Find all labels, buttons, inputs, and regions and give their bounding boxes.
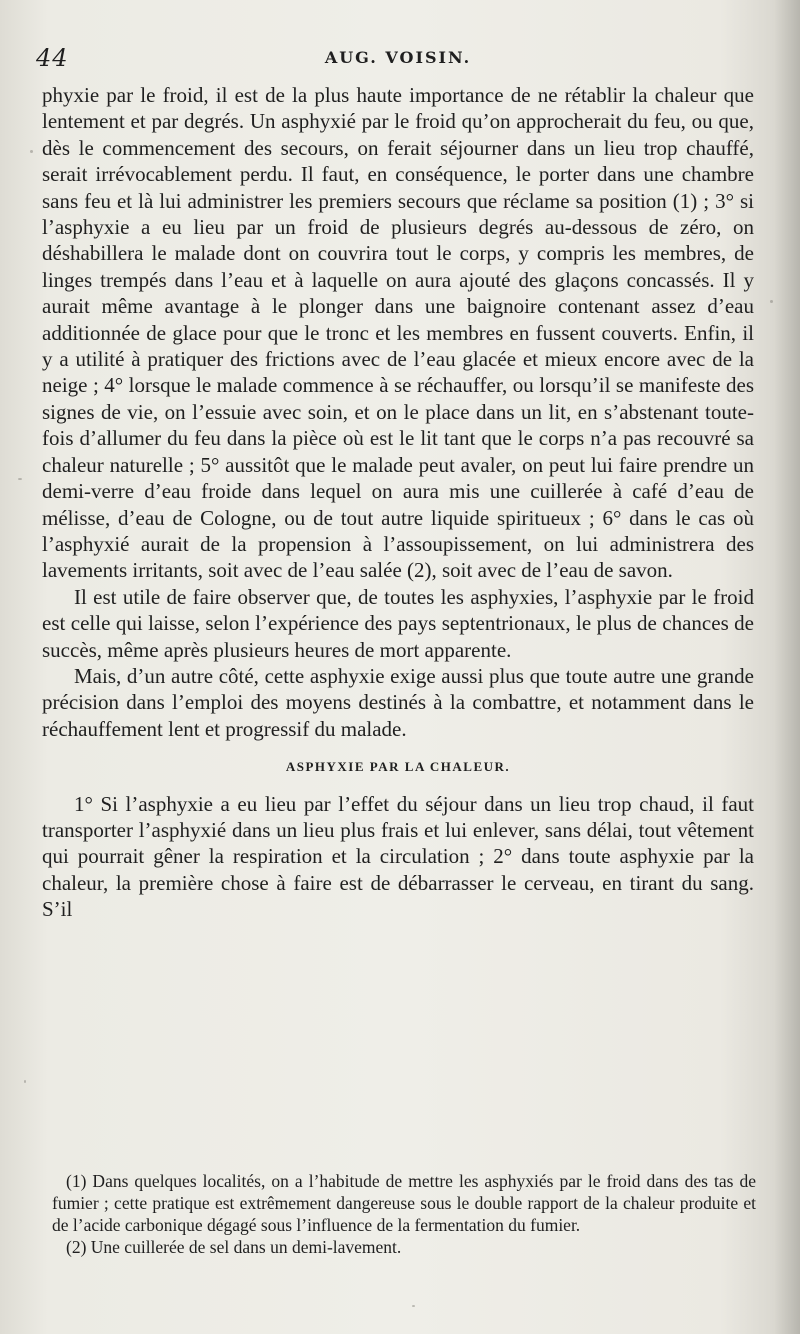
footnotes bbox=[52, 1170, 756, 1258]
paragraph: Il est utile de faire observer que, de toutes les asphyxies, l’asphyxie par le froid est celle qui laisse, selon l’expérience des pays septentrionaux, le plus de chances de succès, même après plusieurs heures de mort apparente. bbox=[42, 584, 754, 662]
section-heading: ASPHYXIE PAR LA CHALEUR. bbox=[285, 759, 511, 775]
print-speck bbox=[24, 1080, 26, 1083]
paragraph: phyxie par le froid, il est de la plus haute importance de ne rétablir la chaleur que lentement et par degrés. Un asphyxié par le froid qu’on approcherait du feu, ou que, dès le commencement des secours, on ferait séjourner dans un lieu trop chauffé, serait irrévocablement perdu. Il faut, en conséquence, le porter dans une chambre sans feu et là lui administrer les premiers secours que réclame sa position (1) ; 3° si l’asphyxie a eu lieu par un froid de plusieurs degrés au-dessous de zéro, on déshabillera le malade dont on couvrira tout le corps, y compris les membres, de linges trempés dans l’eau et à laquelle on aura ajouté des glaçons concassés. Il y aurait même avantage à le plonger dans une baignoire contenant assez d’eau additionnée de glace pour que le tronc et les membres en fussent couverts. Enfin, il y a utilité à pratiquer des frictions avec de l’eau glacée et mieux encore avec de la neige ; 4° lorsque le malade commence à se réchauffer, ou lorsqu’il se manifeste des signes de vie, on l’essuie avec soin, et on le place dans un lit, en s’abstenant toutefois d’allumer du feu dans la pièce où est le lit tant que le corps n’a pas recouvré sa chaleur naturelle ; 5° aussitôt que le malade peut avaler, on peut lui faire prendre un demi-verre d’eau froide dans lequel on aura mis une cuillerée à café d’eau de mélisse, d’eau de Cologne, ou de tout autre liquide spiritueux ; 6° dans le cas où l’asphyxié aurait de la propension à l’assoupissement, on lui administrera des lavements irritants, soit avec de l’eau salée (2), soit avec de l’eau de savon. bbox=[42, 83, 754, 583]
paragraph: 1° Si l’asphyxie a eu lieu par l’effet du séjour dans un lieu trop chaud, il faut transporter l’asphyxié dans un lieu plus frais et lui enlever, sans délai, tout vêtement qui pourrait gêner la respiration et la circulation ; 2° dans toute asphyxie par la chaleur, la première chose à faire est de débarrasser le cerveau, en tirant du sang. S’il bbox=[42, 791, 754, 922]
page-edge-shadow bbox=[774, 0, 800, 1334]
paragraph: Mais, d’un autre côté, cette asphyxie exige aussi plus que toute autre une grande précision dans l’emploi des moyens destinés à la combattre, et notamment dans le réchauffement lent et progressif du malade. bbox=[42, 663, 754, 741]
running-head: AUG. VOISIN. bbox=[324, 48, 472, 67]
print-speck bbox=[30, 150, 33, 153]
print-speck bbox=[18, 478, 22, 480]
page-number: 44 bbox=[36, 44, 69, 72]
footnote: (2) Une cuillerée de sel dans un demi-lavement. bbox=[66, 1237, 402, 1257]
body-text bbox=[42, 82, 754, 923]
page-header bbox=[36, 40, 760, 80]
print-speck bbox=[412, 1305, 415, 1307]
footnote: (1) Dans quelques localités, on a l’habitude de mettre les asphyxiés par le froid dans des tas de fumier ; cette pratique est extrêmement dangereuse sous le double rapport de la chaleur produite et de l’acide carbonique dégagé sous l’influence de la fermentation du fumier. bbox=[52, 1171, 756, 1235]
print-speck bbox=[770, 300, 773, 303]
